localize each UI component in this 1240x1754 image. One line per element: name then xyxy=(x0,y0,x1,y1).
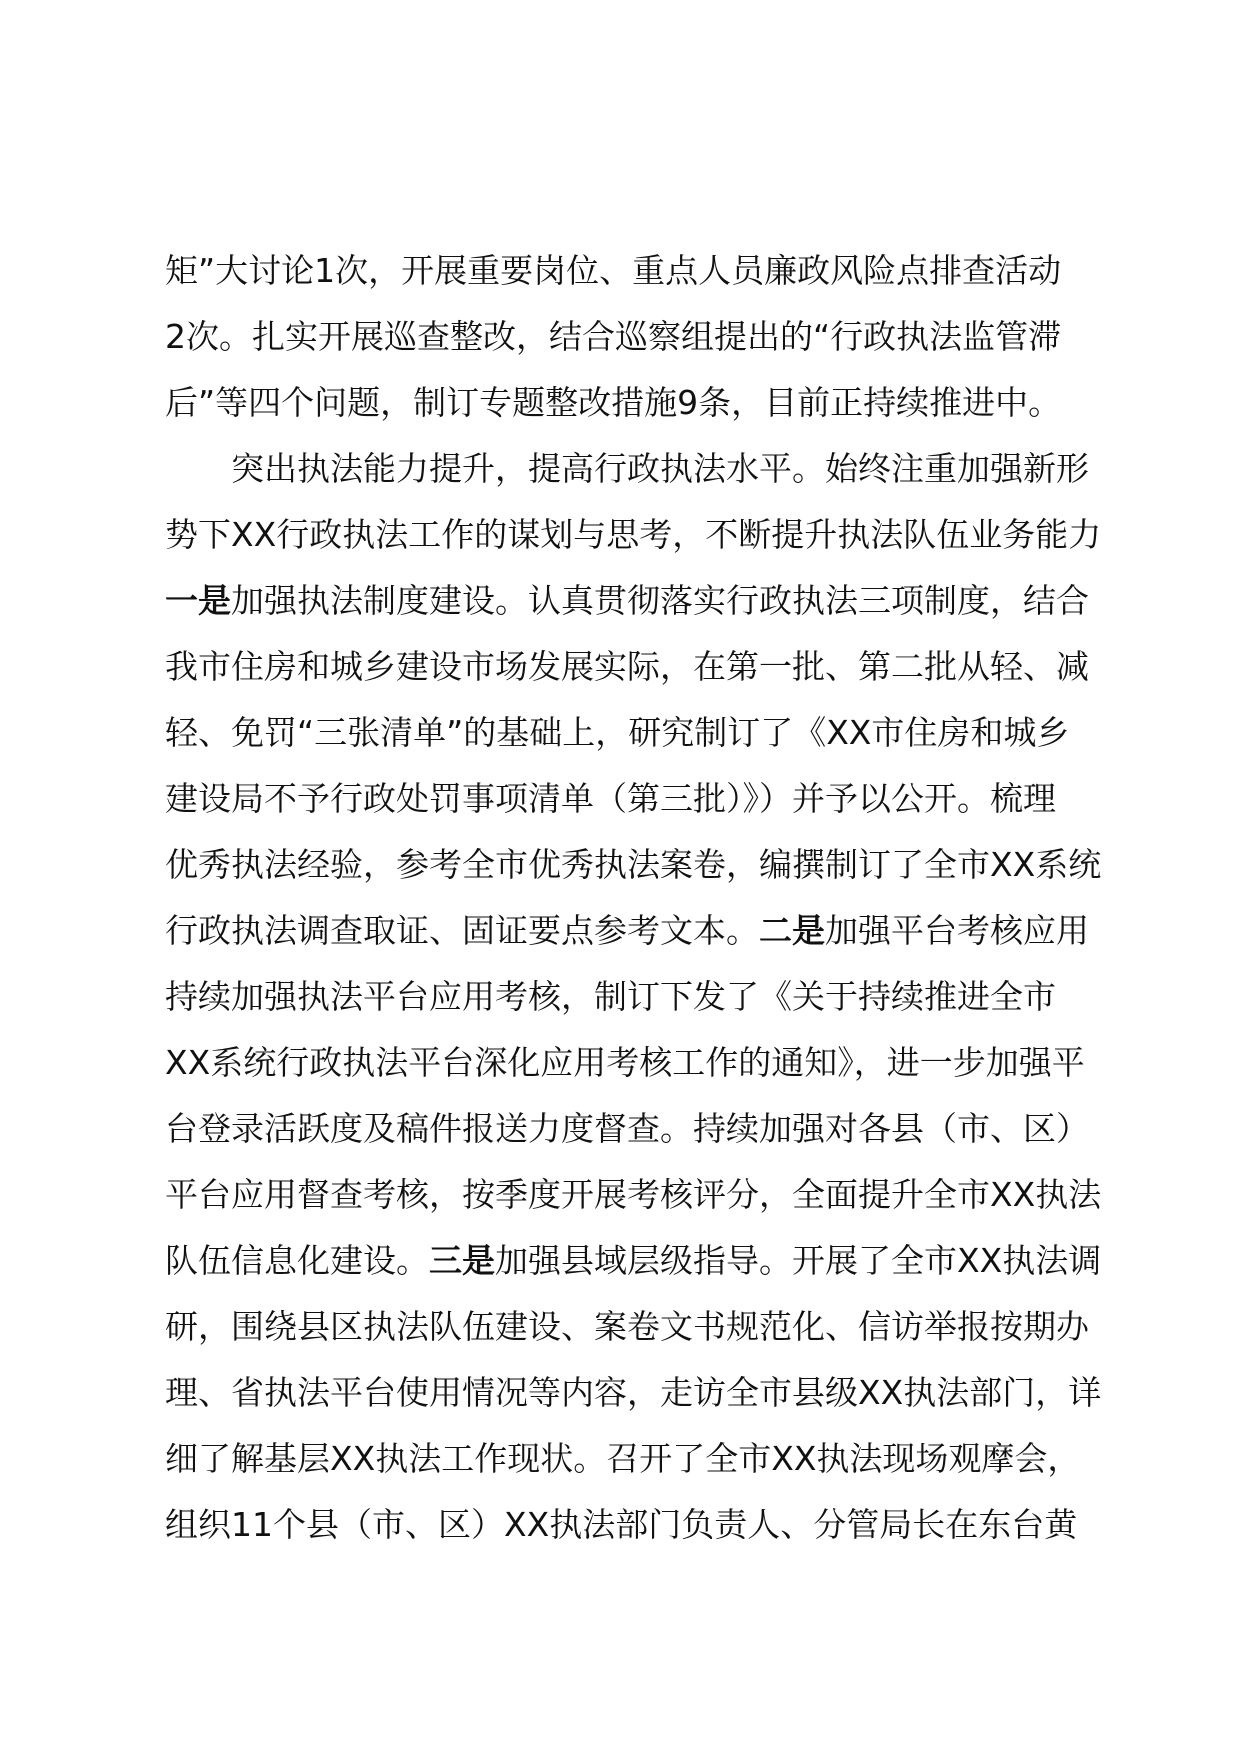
text-line xyxy=(165,1162,1115,1228)
bold-marker: 一是 xyxy=(165,581,231,620)
text-segment: 加强县域层级指导。开展了全市XX执法调 xyxy=(495,1241,1102,1280)
text-line xyxy=(165,898,1115,964)
text-segment: 2次。扎实开展巡查整改，结合巡察组提出的“行政执法监管滞 xyxy=(165,317,1062,356)
text-segment: 我市住房和城乡建设市场发展实际，在第一批、第二批从轻、减 xyxy=(165,647,1089,686)
text-segment: 后”等四个问题，制订专题整改措施9条，目前正持续推进中。 xyxy=(165,383,1062,422)
text-line xyxy=(165,1294,1115,1360)
text-segment: 矩”大讨论1次，开展重要岗位、重点人员廉政风险点排查活动 xyxy=(165,251,1062,290)
text-line xyxy=(165,1030,1115,1096)
text-line xyxy=(165,964,1115,1030)
text-line xyxy=(165,304,1115,370)
text-line xyxy=(165,1096,1115,1162)
text-line xyxy=(165,832,1115,898)
text-segment: 行政执法调查取证、固证要点参考文本。 xyxy=(165,911,759,950)
text-segment: 建设局不予行政处罚事项清单（第三批）》）并予以公开。梳理 xyxy=(165,779,1056,818)
text-line xyxy=(165,1426,1115,1492)
text-segment: 理、省执法平台使用情况等内容，走访全市县级XX执法部门，详 xyxy=(165,1373,1102,1412)
text-line xyxy=(165,370,1115,436)
text-line xyxy=(165,766,1115,832)
text-line xyxy=(165,1492,1115,1558)
text-segment: 组织11个县（市、区）XX执法部门负责人、分管局长在东台黄 xyxy=(165,1505,1078,1544)
text-segment: 研，围绕县区执法队伍建设、案卷文书规范化、信访举报按期办 xyxy=(165,1307,1089,1346)
paragraph-first-line xyxy=(165,436,1115,502)
text-segment: 轻、免罚“三张清单”的基础上，研究制订了《XX市住房和城乡 xyxy=(165,713,1070,752)
text-segment: XX系统行政执法平台深化应用考核工作的通知》，进一步加强平 xyxy=(165,1043,1085,1082)
text-line xyxy=(165,634,1115,700)
text-segment: 队伍信息化建设。 xyxy=(165,1241,429,1280)
text-line xyxy=(165,1228,1115,1294)
body-text xyxy=(165,238,1115,1558)
text-line xyxy=(165,1360,1115,1426)
text-segment: 势下XX行政执法工作的谋划与思考，不断提升执法队伍业务能力 xyxy=(165,515,1102,554)
text-segment: 平台应用督查考核，按季度开展考核评分，全面提升全市XX执法 xyxy=(165,1175,1102,1214)
text-segment: 加强执法制度建设。认真贯彻落实行政执法三项制度，结合 xyxy=(231,581,1089,620)
text-segment: 台登录活跃度及稿件报送力度督查。持续加强对各县（市、区） xyxy=(165,1109,1089,1148)
text-segment: 突出执法能力提升，提高行政执法水平。始终注重加强新形 xyxy=(231,449,1089,488)
text-line xyxy=(165,238,1115,304)
text-line xyxy=(165,502,1115,568)
text-segment: 持续加强执法平台应用考核，制订下发了《关于持续推进全市 xyxy=(165,977,1056,1016)
bold-marker: 二是 xyxy=(759,911,825,950)
text-segment: 细了解基层XX执法工作现状。召开了全市XX执法现场观摩会， xyxy=(165,1439,1081,1478)
text-segment: 优秀执法经验，参考全市优秀执法案卷，编撰制订了全市XX系统 xyxy=(165,845,1102,884)
bold-marker: 三是 xyxy=(429,1241,495,1280)
text-segment: 加强平台考核应用 xyxy=(825,911,1089,950)
text-line xyxy=(165,700,1115,766)
text-line xyxy=(165,568,1115,634)
